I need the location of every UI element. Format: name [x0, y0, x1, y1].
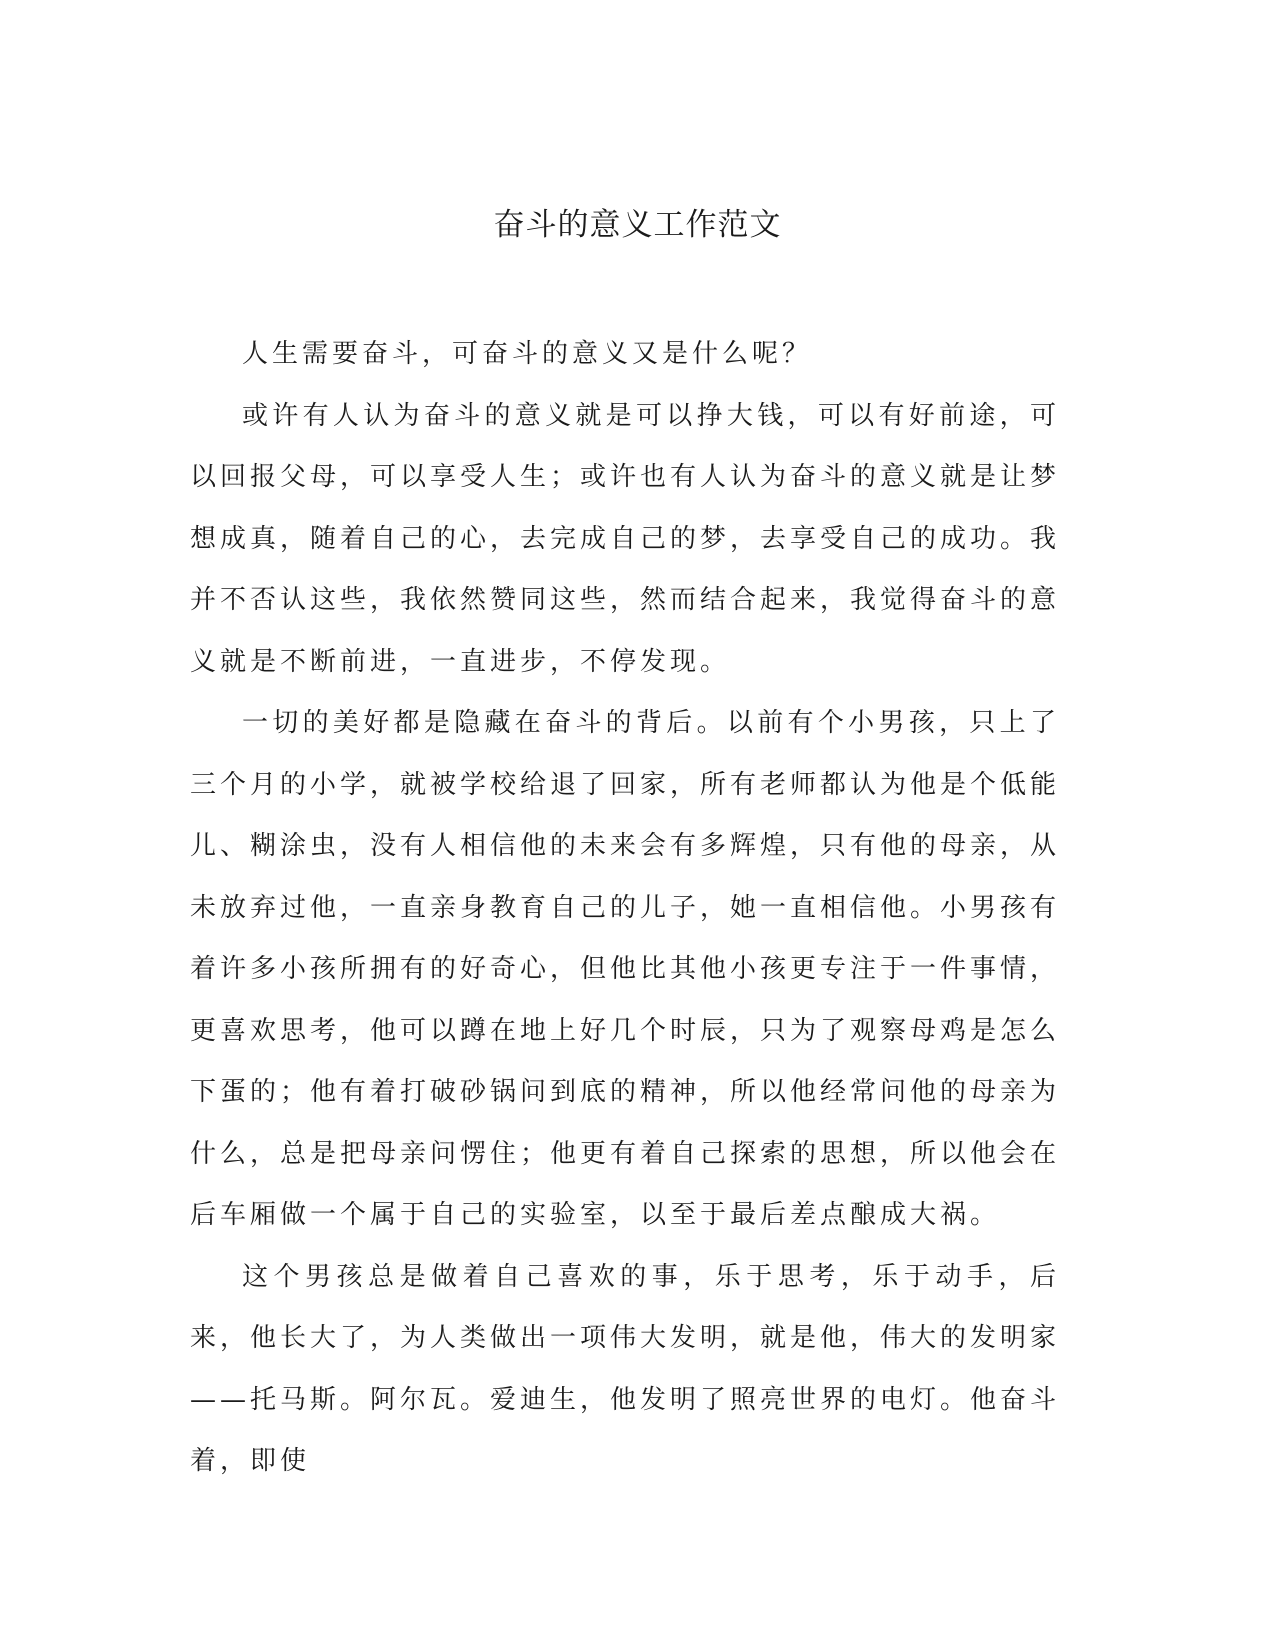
paragraph: 一切的美好都是隐藏在奋斗的背后。以前有个小男孩，只上了三个月的小学，就被学校给退了回家，所有老师都认为他是个低能儿、糊涂虫，没有人相信他的未来会有多辉煌，只有他的母亲，从未放弃过他，一直亲身教育自己的儿子，她一直相信他。小男孩有着许多小孩所拥有的好奇心，但他比其他小孩更专注于一件事情，更喜欢思考，他可以蹲在地上好几个时辰，只为了观察母鸡是怎么下蛋的；他有着打破砂锅问到底的精神，所以他经常问他的母亲为什么，总是把母亲问愣住；他更有着自己探索的思想，所以他会在后车厢做一个属于自己的实验室，以至于最后差点酿成大祸。	[190, 708, 1061, 1230]
paragraph: 或许有人认为奋斗的意义就是可以挣大钱，可以有好前途，可以回报父母，可以享受人生；或许也有人认为奋斗的意义就是让梦想成真，随着自己的心，去完成自己的梦，去享受自己的成功。我并不否认这些，我依然赞同这些，然而结合起来，我觉得奋斗的意义就是不断前进，一直进步，不停发现。	[190, 400, 1061, 677]
document-body	[190, 324, 1060, 1493]
document-title: 奋斗的意义工作范文	[493, 207, 782, 243]
paragraph: 人生需要奋斗，可奋斗的意义又是什么呢？	[242, 339, 813, 369]
paragraph: 这个男孩总是做着自己喜欢的事，乐于思考，乐于动手，后来，他长大了，为人类做出一项伟大发明，就是他，伟大的发明家——托马斯。阿尔瓦。爱迪生，他发明了照亮世界的电灯。他奋斗着，即使	[190, 1261, 1061, 1476]
